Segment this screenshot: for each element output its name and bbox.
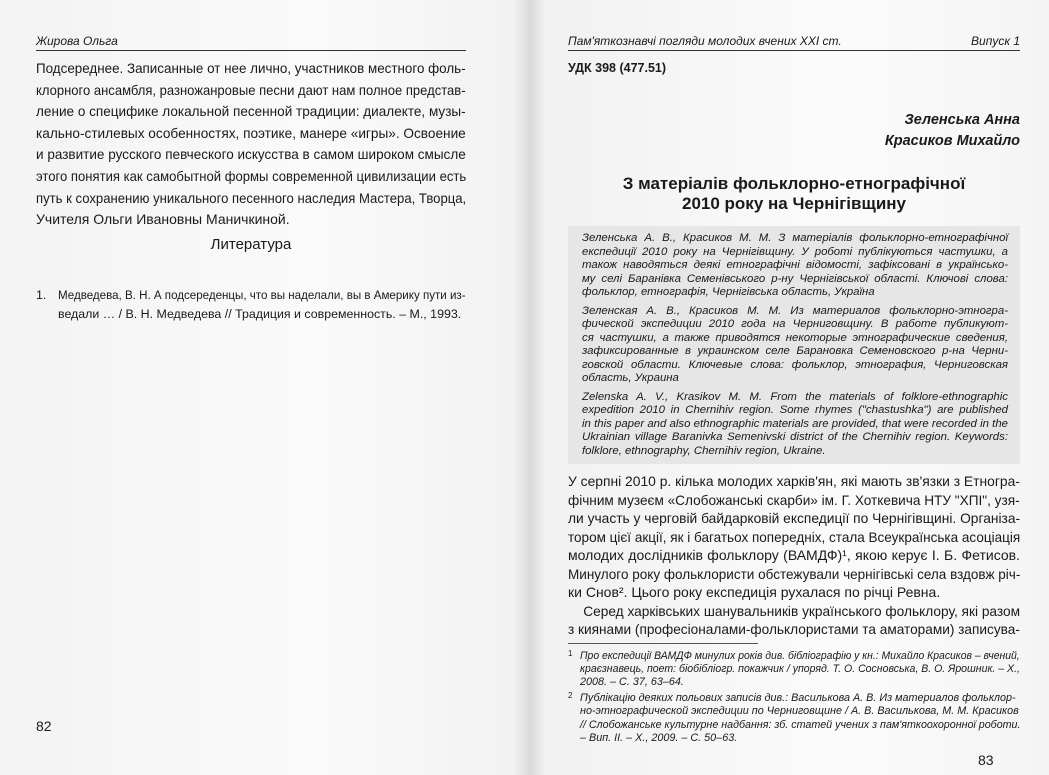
body-line: фічним музеєм «Слобожанські скарби» ім. Г. Хоткевича НТУ "ХПІ", узя- — [568, 491, 1020, 508]
abstract-line: область, Украина — [582, 372, 679, 384]
references-heading: Литература — [210, 236, 292, 253]
abstract-line: експедиції 2010 року на Чернігівщину. У роботі публікуються частушки, а — [582, 245, 1008, 258]
footnote-line: Публікацію деяких польових записів див.: Василькова А. В. Из материалов фольклор- — [580, 691, 1016, 704]
body-line: Минулого року фольклористи обстежували чернігівські села вздовж річ- — [568, 565, 1021, 582]
abstract-line: Зеленская А. В., Красиков М. М. Из материалов фольклорно-этногра- — [582, 304, 1008, 317]
reference-number: 1. — [36, 288, 47, 302]
page-number-right: 83 — [978, 752, 994, 768]
abstract-line: Zelenska A. V., Krasikov M. M. From the materials of folklore-ethnographic — [582, 390, 1008, 403]
body-line: тором цієї акції, як і багатьох попередніх, стала Всеукраїнська асоціація — [568, 528, 1021, 545]
abstract — [582, 305, 1008, 386]
abstract-line: Зеленська А. В., Красиков М. М. З матеріалів фольклорно-етнографічної — [582, 232, 1008, 244]
reference-line: Медведева, В. Н. А подсереденцы, что вы наделали, вы в Америку пути из- — [58, 288, 466, 302]
abstract-line: фольклор, етнографія, Чернігівська область, Україна — [582, 286, 875, 298]
body-line: Учителя Ольги Ивановны Маничкиной. — [36, 211, 290, 228]
right-page-column — [568, 34, 1020, 747]
abstract-line: му селі Баранівка Семенівського р-ну Чернігівської області. Ключові слова: — [582, 272, 1008, 285]
footnote-mark: 1 — [568, 648, 573, 658]
abstract — [582, 391, 1008, 459]
body-line: Подсереднее. Записанные от нее лично, участников местного фоль- — [36, 60, 466, 76]
footnote-rule — [568, 643, 758, 644]
body-line: этого понятия как самобытной формы современной цивилизации есть — [36, 167, 467, 184]
footnote-line: 2008. – С. 37, 63–64. — [580, 676, 684, 689]
footnote-mark: 2 — [568, 690, 573, 700]
body-line: и развитие русского певческого искусства в самом широком смысле — [36, 146, 466, 163]
abstract-box — [568, 226, 1020, 464]
reference-item — [36, 286, 466, 324]
title-line: 2010 року на Чернігівщину — [682, 194, 906, 213]
body-line: ки Снов². Цього року експедиція рухалася по річці Ревна. — [568, 584, 941, 600]
body-line: путь к сохранению уникального песенного наследия Мастера, Творца, — [36, 189, 467, 206]
abstract-line: фической экспедиции 2010 года на Черниговщину. В работе публикуют- — [582, 318, 1008, 330]
abstract-line: також наводяться деякі етнографічні відомості, зафіксовані в українсько- — [582, 259, 1008, 271]
authors — [568, 110, 1020, 152]
abstract-line: ся частушки, а также приводятся некоторые этнографические сведения, — [582, 331, 1008, 344]
body-line: кально-стилевых особенностях, поэтике, манере «игры». Освоение — [36, 124, 466, 141]
title-line: З матеріалів фольклорно-етнографічної — [622, 174, 966, 193]
body-line: молодих дослідників фольклору (ВАМДФ)¹, якою керує І. Б. Фетисов. — [568, 547, 1020, 563]
body-line: ление о специфике локальной песенной традиции: диалекте, музы- — [36, 103, 466, 120]
abstract-line: Ukrainian village Baranivka Semenivski district of the Chernihiv region. Keywords: — [582, 431, 1008, 443]
footnote-line: – Вип. II. – Х., 2009. – С. 50–63. — [580, 731, 738, 744]
author: Зеленська Анна — [904, 112, 1020, 128]
footnote-line: Про експедиції ВАМДФ минулих років див. бібліографію у кн.: Михайло Красиков – вчений, — [580, 649, 1020, 662]
abstract-line: говской области. Ключевые слова: фольклор, этнография, Черниговская — [582, 358, 1008, 371]
article-title — [568, 174, 1020, 214]
reference-line: ведали … / В. Н. Медведева // Традиция и современность. – М., 1993. — [58, 307, 462, 321]
abstract-line: зафиксированные в украинском селе Барановка Семеновского р-на Черни- — [582, 345, 1008, 357]
header-rule — [36, 50, 466, 51]
abstract — [582, 232, 1008, 300]
abstract-line: expedition 2010 in Chernihiv region. Some rhymes ("chastushka") are published — [582, 404, 1008, 416]
page-number-left: 82 — [36, 718, 52, 734]
body-line: з киянами (професіоналами-фольклористами та аматорами) записува- — [568, 621, 1020, 637]
abstract-line: in this paper and also ethnographic materials are provided, that were recorded in the — [582, 417, 1008, 430]
issue-label: Випуск 1 — [971, 34, 1020, 48]
footnote-line: но-этнографической экспедиции по Черниговщине / А. В. Василькова, М. М. Красиков — [580, 705, 1019, 718]
footnote-line: краєзнавець, поет: біобібліогр. покажчик / упоряд. Т. О. Сосновська, В. О. Ярошник. – Х., — [580, 662, 1020, 675]
left-body-text — [36, 58, 466, 231]
left-running-head: Жирова Ольга — [36, 34, 118, 48]
udc-code: УДК 398 (477.51) — [568, 61, 667, 75]
right-running-head: Пам'яткознавчі погляди молодих вчених XXI ст. — [568, 34, 842, 48]
body-line: ли участь у черговій байдарковій експедиції по Чернігівщині. Організа- — [568, 510, 1021, 526]
body-line: У серпні 2010 р. кілька молодих харків'ян, які мають зв'язки з Етногра- — [568, 473, 1020, 489]
footnote — [568, 650, 1020, 690]
body-line: Серед харківських шанувальників українського фольклору, які разом — [568, 602, 1021, 619]
header-rule — [568, 50, 1020, 51]
right-body-text — [568, 472, 1020, 639]
author: Красиков Михайло — [884, 133, 1020, 149]
body-line: клорного ансамбля, разножанровые песни дают нам полное представ- — [36, 81, 466, 98]
footnotes — [568, 650, 1020, 746]
abstract-line: folklore, ethnography, Chernihiv region, Ukraine. — [582, 444, 826, 457]
footnote — [568, 692, 1020, 746]
footnote-line: // Слобожанське культурне надбання: зб. статей учених з пам'яткоохоронної роботи. — [580, 718, 1021, 731]
